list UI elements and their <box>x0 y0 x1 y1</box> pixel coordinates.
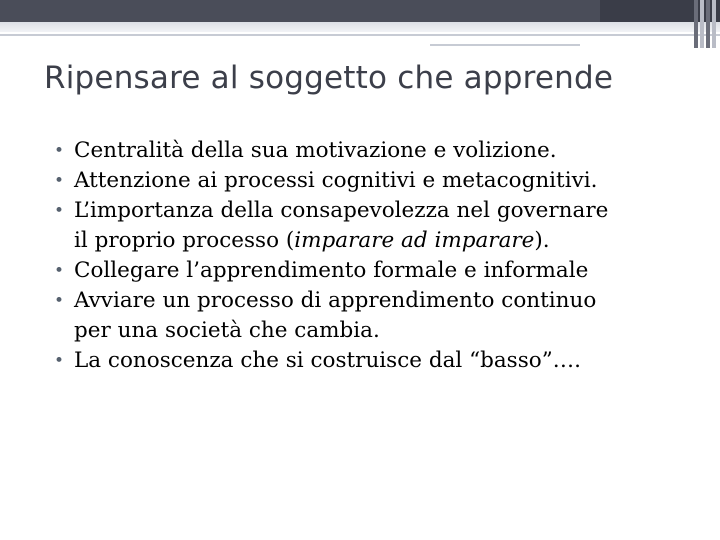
bullet-text-continuation: per una società che cambia. <box>74 318 380 343</box>
header-block <box>694 0 698 48</box>
header-stripe-short <box>430 44 580 46</box>
header-stripe <box>0 34 720 36</box>
header-block <box>700 0 704 48</box>
bullet-text-continuation <box>74 226 704 256</box>
bullet-text-suffix: ). <box>534 228 550 253</box>
bullet-dot-icon: • <box>54 261 65 281</box>
bullet-list <box>54 136 704 376</box>
bullet-dot-icon: • <box>54 291 65 311</box>
bullet-text: Avviare un processo di apprendimento continuo <box>74 288 597 313</box>
header-bar-light <box>0 22 720 32</box>
header-block <box>712 0 716 48</box>
bullet-text-prefix: il proprio processo ( <box>74 228 295 253</box>
header-block <box>706 0 710 48</box>
bullet-dot-icon: • <box>54 171 65 191</box>
bullet-text: L’importanza della consapevolezza nel governare <box>74 198 609 223</box>
bullet-item <box>54 166 704 196</box>
bullet-item <box>54 346 704 376</box>
bullet-dot-icon: • <box>54 201 65 221</box>
bullet-dot-icon: • <box>54 351 65 371</box>
bullet-item <box>54 136 704 166</box>
bullet-item <box>54 286 704 346</box>
bullet-item <box>54 196 704 256</box>
header-stripe-white <box>430 38 665 40</box>
bullet-text: Collegare l’apprendimento formale e informale <box>74 258 589 283</box>
bullet-text: La conoscenza che si costruisce dal “basso”…. <box>74 348 582 373</box>
bullet-item <box>54 256 704 286</box>
bullet-text: Attenzione ai processi cognitivi e metacognitivi. <box>74 168 598 193</box>
bullet-text: Centralità della sua motivazione e volizione. <box>74 138 557 163</box>
slide-title: Ripensare al soggetto che apprende <box>44 60 614 96</box>
bullet-dot-icon: • <box>54 141 65 161</box>
bullet-text-italic: imparare ad imparare <box>294 228 535 253</box>
